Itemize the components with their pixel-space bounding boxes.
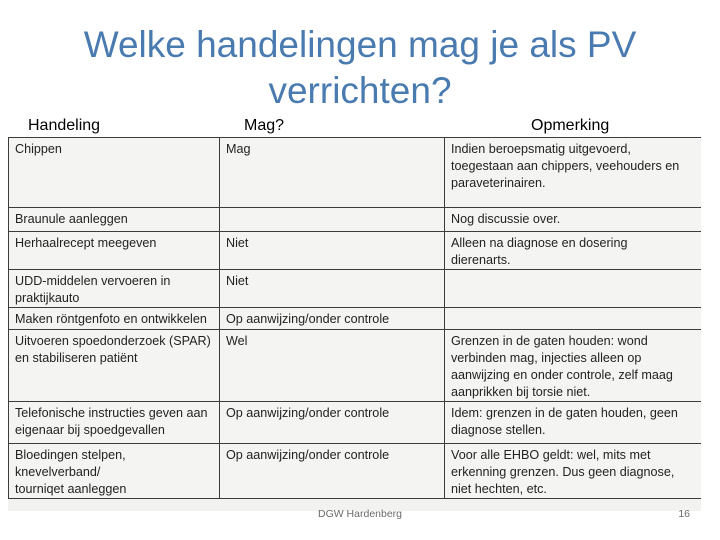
cell-line: erkenning grenzen. Dus geen diagnose, — [451, 465, 675, 479]
cell-line: Chippen — [15, 142, 62, 156]
column-header-mag: Mag? — [244, 117, 285, 134]
cell-line: toegestaan aan chippers, veehouders en — [451, 159, 680, 173]
cell-line: Idem: grenzen in de gaten houden, geen — [451, 406, 678, 420]
cell-mag — [220, 270, 445, 308]
cell-handeling — [9, 402, 220, 444]
scanned-table-image — [8, 137, 701, 511]
table-row — [9, 444, 702, 499]
cell-line: aanwijzing en onder controle, zelf maag — [451, 368, 673, 382]
cell-line: Op aanwijzing/onder controle — [226, 406, 390, 420]
cell-handeling — [9, 308, 220, 330]
cell-line: aanprikken bij torsie niet. — [451, 385, 591, 399]
cell-line: Mag — [226, 142, 251, 156]
cell-line: Op aanwijzing/onder controle — [226, 448, 390, 462]
table-row — [9, 208, 702, 232]
cell-line: Wel — [226, 334, 248, 348]
slide-title — [60, 22, 660, 114]
cell-mag — [220, 402, 445, 444]
cell-line: eigenaar bij spoedgevallen — [15, 423, 165, 437]
cell-line: Niet — [226, 236, 249, 250]
cell-line: dierenarts. — [451, 253, 511, 267]
slide-page-number: 16 — [678, 508, 690, 520]
cell-opmerking — [445, 308, 702, 330]
table-row — [9, 270, 702, 308]
table-row — [9, 138, 702, 208]
cell-handeling — [9, 208, 220, 232]
cell-line: diagnose stellen. — [451, 423, 546, 437]
cell-opmerking — [445, 138, 702, 208]
cell-line: Indien beroepsmatig uitgevoerd, — [451, 142, 631, 156]
cell-mag — [220, 308, 445, 330]
cell-line: praktijkauto — [15, 291, 80, 305]
cell-line: niet hechten, etc. — [451, 482, 547, 496]
table-row — [9, 308, 702, 330]
table-row — [9, 232, 702, 270]
handelingen-table — [8, 137, 701, 499]
cell-opmerking — [445, 232, 702, 270]
cell-line: Herhaalrecept meegeven — [15, 236, 157, 250]
cell-line: Voor alle EHBO geldt: wel, mits met — [451, 448, 651, 462]
cell-opmerking — [445, 402, 702, 444]
cell-mag — [220, 208, 445, 232]
cell-line: verbinden mag, injecties alleen op — [451, 351, 642, 365]
cell-line: Uitvoeren spoedonderzoek (SPAR) — [15, 334, 211, 348]
cell-line: UDD-middelen vervoeren in — [15, 274, 171, 288]
cell-handeling — [9, 138, 220, 208]
cell-handeling — [9, 444, 220, 499]
cell-line: Niet — [226, 274, 249, 288]
cell-line: en stabiliseren patiënt — [15, 351, 138, 365]
cell-mag — [220, 138, 445, 208]
cell-line: Nog discussie over. — [451, 212, 561, 226]
column-header-handeling: Handeling — [28, 117, 101, 134]
cell-mag — [220, 232, 445, 270]
cell-line: Maken röntgenfoto en ontwikkelen — [15, 312, 207, 326]
cell-line: Telefonische instructies geven aan — [15, 406, 208, 420]
cell-line: paraveterinairen. — [451, 176, 546, 190]
cell-opmerking — [445, 208, 702, 232]
cell-line: Bloedingen stelpen, knevelverband/ — [15, 448, 126, 479]
cell-mag — [220, 444, 445, 499]
cell-mag — [220, 330, 445, 402]
column-header-opmerking: Opmerking — [531, 117, 610, 134]
cell-line: Alleen na diagnose en dosering — [451, 236, 628, 250]
cell-opmerking — [445, 270, 702, 308]
slide-title-line-2: verrichten? — [268, 70, 452, 111]
cell-handeling — [9, 330, 220, 402]
table-row — [9, 402, 702, 444]
cell-line: Grenzen in de gaten houden: wond — [451, 334, 648, 348]
table-row — [9, 330, 702, 402]
cell-line: tourniqet aanleggen — [15, 482, 127, 496]
cell-line: Op aanwijzing/onder controle — [226, 312, 390, 326]
cell-opmerking — [445, 444, 702, 499]
cell-line: Braunule aanleggen — [15, 212, 128, 226]
cell-opmerking — [445, 330, 702, 402]
slide-title-line-1: Welke handelingen mag je als PV — [83, 24, 637, 65]
slide-footer: DGW Hardenberg — [317, 508, 403, 520]
cell-handeling — [9, 270, 220, 308]
cell-handeling — [9, 232, 220, 270]
